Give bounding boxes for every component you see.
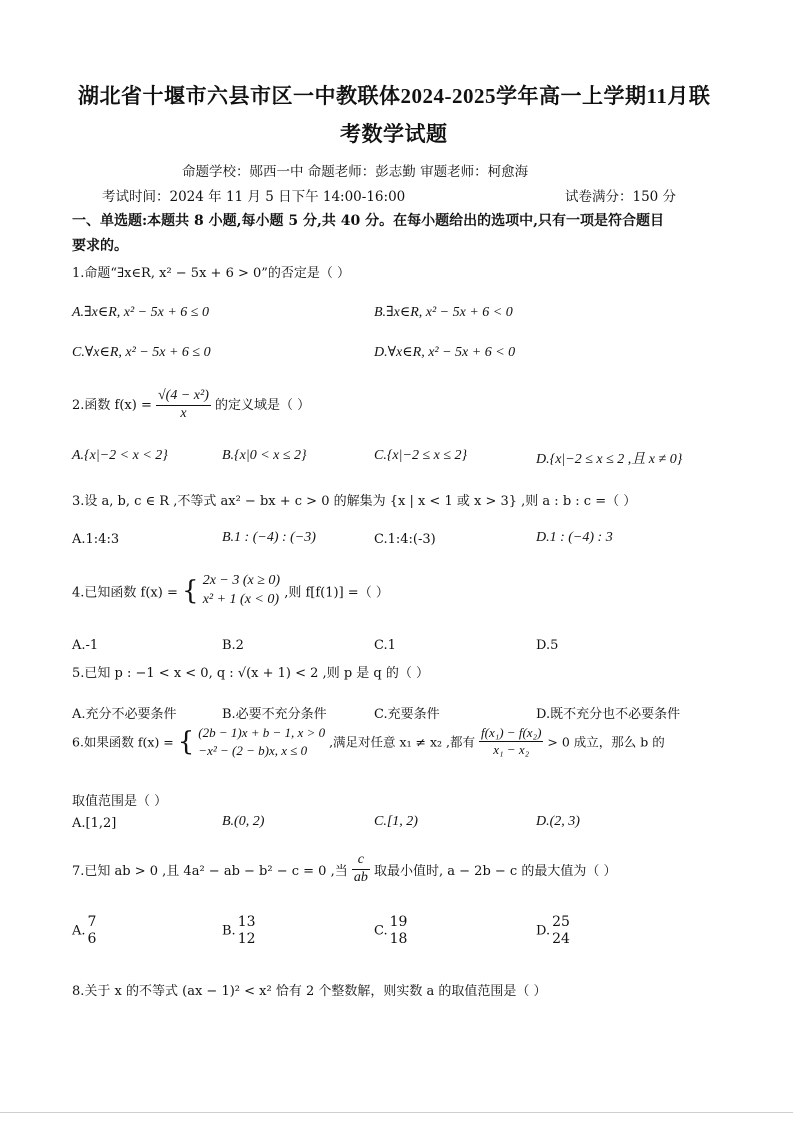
q4-option-d: D.5: [536, 638, 559, 653]
page-bottom-divider: [0, 1112, 793, 1113]
q6-stem-mid: ,满足对任意 x₁ ≠ x₂ ,都有: [329, 734, 476, 750]
q6-fraction: [479, 725, 543, 757]
q7-option-b-num: 13: [237, 914, 256, 930]
q4-cases: [203, 572, 280, 610]
q7-option-a: [72, 914, 98, 948]
q7-option-b: [222, 914, 258, 948]
q7-option-b-den: 12: [237, 930, 256, 947]
meta-exam-time: 考试时间：2024 年 11 月 5 日下午 14:00-16:00: [102, 189, 406, 205]
q8-stem: 8.关于 x 的不等式 (ax − 1)² < x² 恰有 2 个整数解，则实数 a 的取值范围是（ ）: [72, 984, 547, 999]
q7-stem-post: 取最小值时, a − 2b − c 的最大值为（ ）: [374, 863, 617, 879]
q4-brace: {: [182, 575, 199, 606]
q2-option-a: A.{x|−2 < x < 2}: [72, 448, 168, 463]
q7-option-c: [374, 914, 409, 948]
q6-option-b: B.(0, 2): [222, 814, 265, 829]
q7-option-c-num: 19: [389, 914, 408, 930]
q6-stem-pre: 6.如果函数 f(x) =: [72, 734, 174, 750]
q7-option-d-fraction: [550, 914, 572, 948]
q4-case-1: 2x − 3 (x ≥ 0): [202, 573, 281, 588]
q6-brace: {: [177, 726, 195, 757]
q3-option-b: B.1 : (−4) : (−3): [222, 530, 316, 545]
q2-option-b: B.{x|0 < x ≤ 2}: [222, 448, 307, 463]
q7-option-c-label: C.: [374, 923, 388, 939]
q4-stem-post: ,则 f[f(1)] =（ ）: [284, 585, 389, 601]
q4-stem-pre: 4.已知函数 f(x) =: [72, 585, 178, 601]
q2-stem: [72, 388, 310, 423]
q4-case-2: x² + 1 (x < 0): [202, 591, 280, 607]
title-line-2: 考数学试题: [340, 122, 448, 146]
section-1-header-cont: 要求的。: [72, 238, 128, 254]
q2-option-c: C.{x|−2 ≤ x ≤ 2}: [374, 448, 468, 463]
q1-option-b: B.∃x∈R, x² − 5x + 6 < 0: [374, 305, 513, 320]
q7-denominator: ab: [353, 869, 368, 885]
q2-fraction: [156, 388, 211, 423]
q2-denominator: x: [180, 405, 187, 421]
q7-option-d-den: 24: [552, 930, 570, 947]
q1-stem: 1.命题“∃x∈R, x² − 5x + 6 > 0”的否定是（ ）: [72, 266, 351, 281]
q4-option-c: C.1: [374, 638, 396, 653]
q7-option-c-den: 18: [389, 930, 408, 947]
q4-option-b: B.2: [222, 638, 244, 653]
q5-option-d: D.既不充分也不必要条件: [536, 707, 681, 722]
q5-option-c: C.充要条件: [374, 707, 440, 722]
q7-option-a-label: A.: [72, 923, 86, 939]
q7-numerator: c: [352, 852, 370, 870]
q3-stem: 3.设 a, b, c ∈ R ,不等式 ax² − bx + c > 0 的解集为 {x | x < 1 或 x > 3} ,则 a : b : c =（ ）: [72, 494, 637, 509]
q4-stem: [72, 572, 389, 610]
q6-numerator: f(x₁) − f(x₂): [481, 725, 542, 741]
q6-stem-post: > 0 成立，那么 b 的: [547, 734, 665, 750]
q6-option-d: D.(2, 3): [536, 814, 580, 829]
q3-option-c: C.1:4:(-3): [374, 532, 436, 547]
q6-stem: [72, 724, 665, 759]
q7-option-d-num: 25: [552, 914, 570, 930]
q7-option-c-fraction: [388, 914, 410, 948]
q4-option-a: A.-1: [72, 638, 99, 653]
q2-stem-post: 的定义域是（ ）: [215, 397, 311, 413]
q6-case-2: −x² − (2 − b)x, x ≤ 0: [198, 742, 308, 758]
q3-option-d: D.1 : (−4) : 3: [536, 530, 613, 545]
q3-option-a: A.1:4:3: [72, 532, 120, 547]
q6-case-1: (2b − 1)x + b − 1, x > 0: [198, 725, 326, 740]
title-line-1: 湖北省十堰市六县市区一中教联体2024-2025学年高一上学期11月联: [78, 84, 711, 108]
q6-cases: [198, 724, 325, 759]
q7-option-d-label: D.: [536, 923, 551, 939]
q2-numerator: √(4 − x²): [156, 388, 211, 406]
q1-option-d: D.∀x∈R, x² − 5x + 6 < 0: [374, 345, 516, 360]
q7-stem: [72, 852, 616, 887]
q7-stem-pre: 7.已知 ab > 0 ,且 4a² − ab − b² − c = 0 ,当: [72, 863, 348, 879]
q5-option-b: B.必要不充分条件: [222, 707, 327, 722]
q6-option-c: C.[1, 2): [374, 814, 418, 829]
q2-option-d: D.{x|−2 ≤ x ≤ 2 ,且 x ≠ 0}: [536, 452, 683, 467]
q1-option-c: C.∀x∈R, x² − 5x + 6 ≤ 0: [72, 345, 211, 360]
q7-fraction: [352, 852, 370, 887]
q6-denominator: x₁ − x₂: [493, 742, 530, 758]
q6-option-a: A.[1,2]: [72, 816, 117, 831]
q7-option-a-fraction: [86, 914, 99, 948]
section-1-header: 一、单选题:本题共 8 小题,每小题 5 分,共 40 分。在每小题给出的选项中,只有一项是符合题目: [72, 213, 664, 229]
q7-option-d: [536, 914, 572, 948]
q7-option-b-fraction: [236, 914, 258, 948]
q1-option-a: A.∃x∈R, x² − 5x + 6 ≤ 0: [72, 305, 209, 320]
meta-authors: 命题学校：郧西一中 命题老师：彭志勤 审题老师：柯愈海: [182, 164, 529, 180]
q2-stem-pre: 2.函数 f(x) =: [72, 397, 156, 413]
q7-option-a-den: 6: [87, 930, 97, 947]
q7-option-a-num: 7: [87, 914, 97, 930]
meta-full-score: 试卷满分：150 分: [565, 189, 677, 205]
q7-option-b-label: B.: [222, 923, 236, 939]
q6-stem-line-2: 取值范围是（ ）: [72, 794, 168, 809]
q5-stem: 5.已知 p : −1 < x < 0, q : √(x + 1) < 2 ,则 p 是 q 的（ ）: [72, 666, 429, 681]
q5-option-a: A.充分不必要条件: [72, 707, 177, 722]
